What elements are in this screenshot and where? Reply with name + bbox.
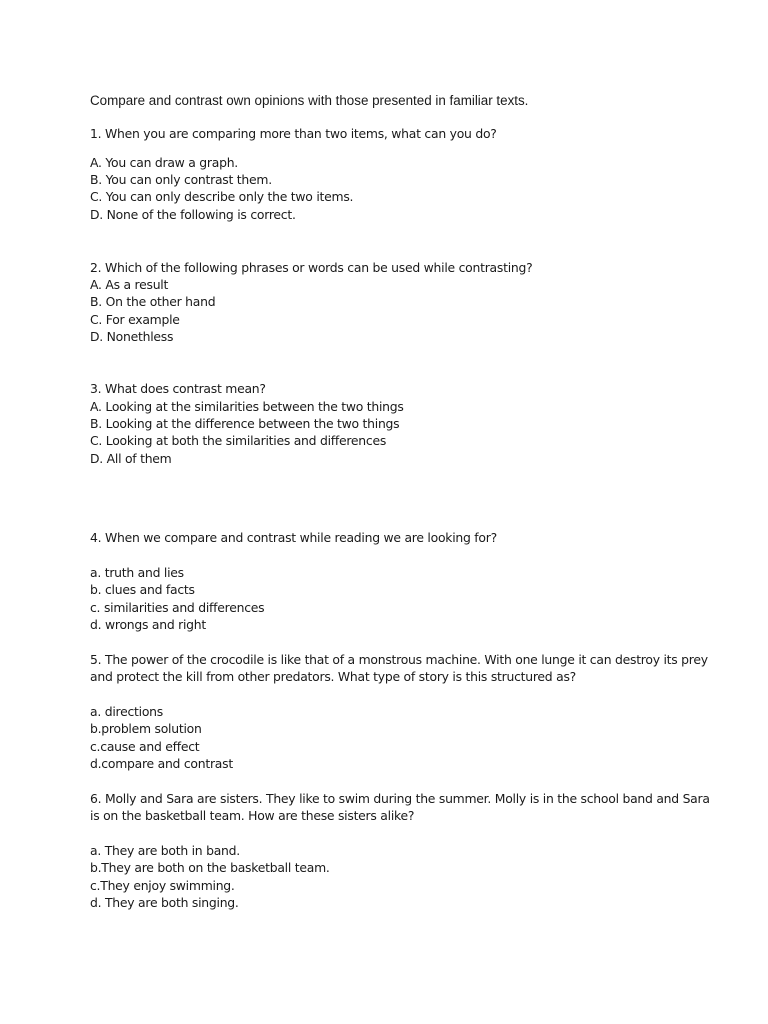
worksheet-heading: Compare and contrast own opinions with those presented in familiar texts.: [90, 93, 529, 108]
question-6-option-a: a. They are both in band.: [90, 843, 240, 858]
question-6-text-line-1: 6. Molly and Sara are sisters. They like to swim during the summer. Molly is in the school band and Sara: [90, 791, 710, 806]
question-6-option-b: b.They are both on the basketball team.: [90, 860, 330, 875]
question-2-option-a: A. As a result: [90, 277, 169, 292]
question-1-option-b: B. You can only contrast them.: [90, 172, 272, 187]
question-3-text: 3. What does contrast mean?: [90, 381, 266, 396]
question-2-option-c: C. For example: [90, 312, 180, 327]
question-6-option-c: c.They enjoy swimming.: [90, 878, 235, 893]
question-5-option-d: d.compare and contrast: [90, 756, 233, 771]
question-2-option-b: B. On the other hand: [90, 294, 216, 309]
question-4-option-c: c. similarities and differences: [90, 600, 265, 615]
question-3-option-b: B. Looking at the difference between the two things: [90, 416, 400, 431]
question-6-text-line-2: is on the basketball team. How are these sisters alike?: [90, 808, 415, 823]
question-3-option-d: D. All of them: [90, 451, 172, 466]
question-3-option-c: C. Looking at both the similarities and differences: [90, 433, 387, 448]
question-5-option-a: a. directions: [90, 704, 163, 719]
question-4-text: 4. When we compare and contrast while reading we are looking for?: [90, 530, 497, 545]
question-1-option-d: D. None of the following is correct.: [90, 207, 296, 222]
question-4-option-a: a. truth and lies: [90, 565, 184, 580]
question-1-option-c: C. You can only describe only the two items.: [90, 189, 354, 204]
question-2-text: 2. Which of the following phrases or words can be used while contrasting?: [90, 260, 533, 275]
question-5-text-line-2: and protect the kill from other predators. What type of story is this structured as?: [90, 669, 576, 684]
question-5-option-b: b.problem solution: [90, 721, 202, 736]
question-6-option-d: d. They are both singing.: [90, 895, 239, 910]
question-1-text: 1. When you are comparing more than two items, what can you do?: [90, 126, 497, 141]
question-5-option-c: c.cause and effect: [90, 739, 200, 754]
question-2-option-d: D. Nonethless: [90, 329, 174, 344]
question-4-option-b: b. clues and facts: [90, 582, 195, 597]
question-1-option-a: A. You can draw a graph.: [90, 155, 238, 170]
question-5-text-line-1: 5. The power of the crocodile is like that of a monstrous machine. With one lunge it can destroy its prey: [90, 652, 708, 667]
question-3-option-a: A. Looking at the similarities between the two things: [90, 399, 404, 414]
question-4-option-d: d. wrongs and right: [90, 617, 207, 632]
